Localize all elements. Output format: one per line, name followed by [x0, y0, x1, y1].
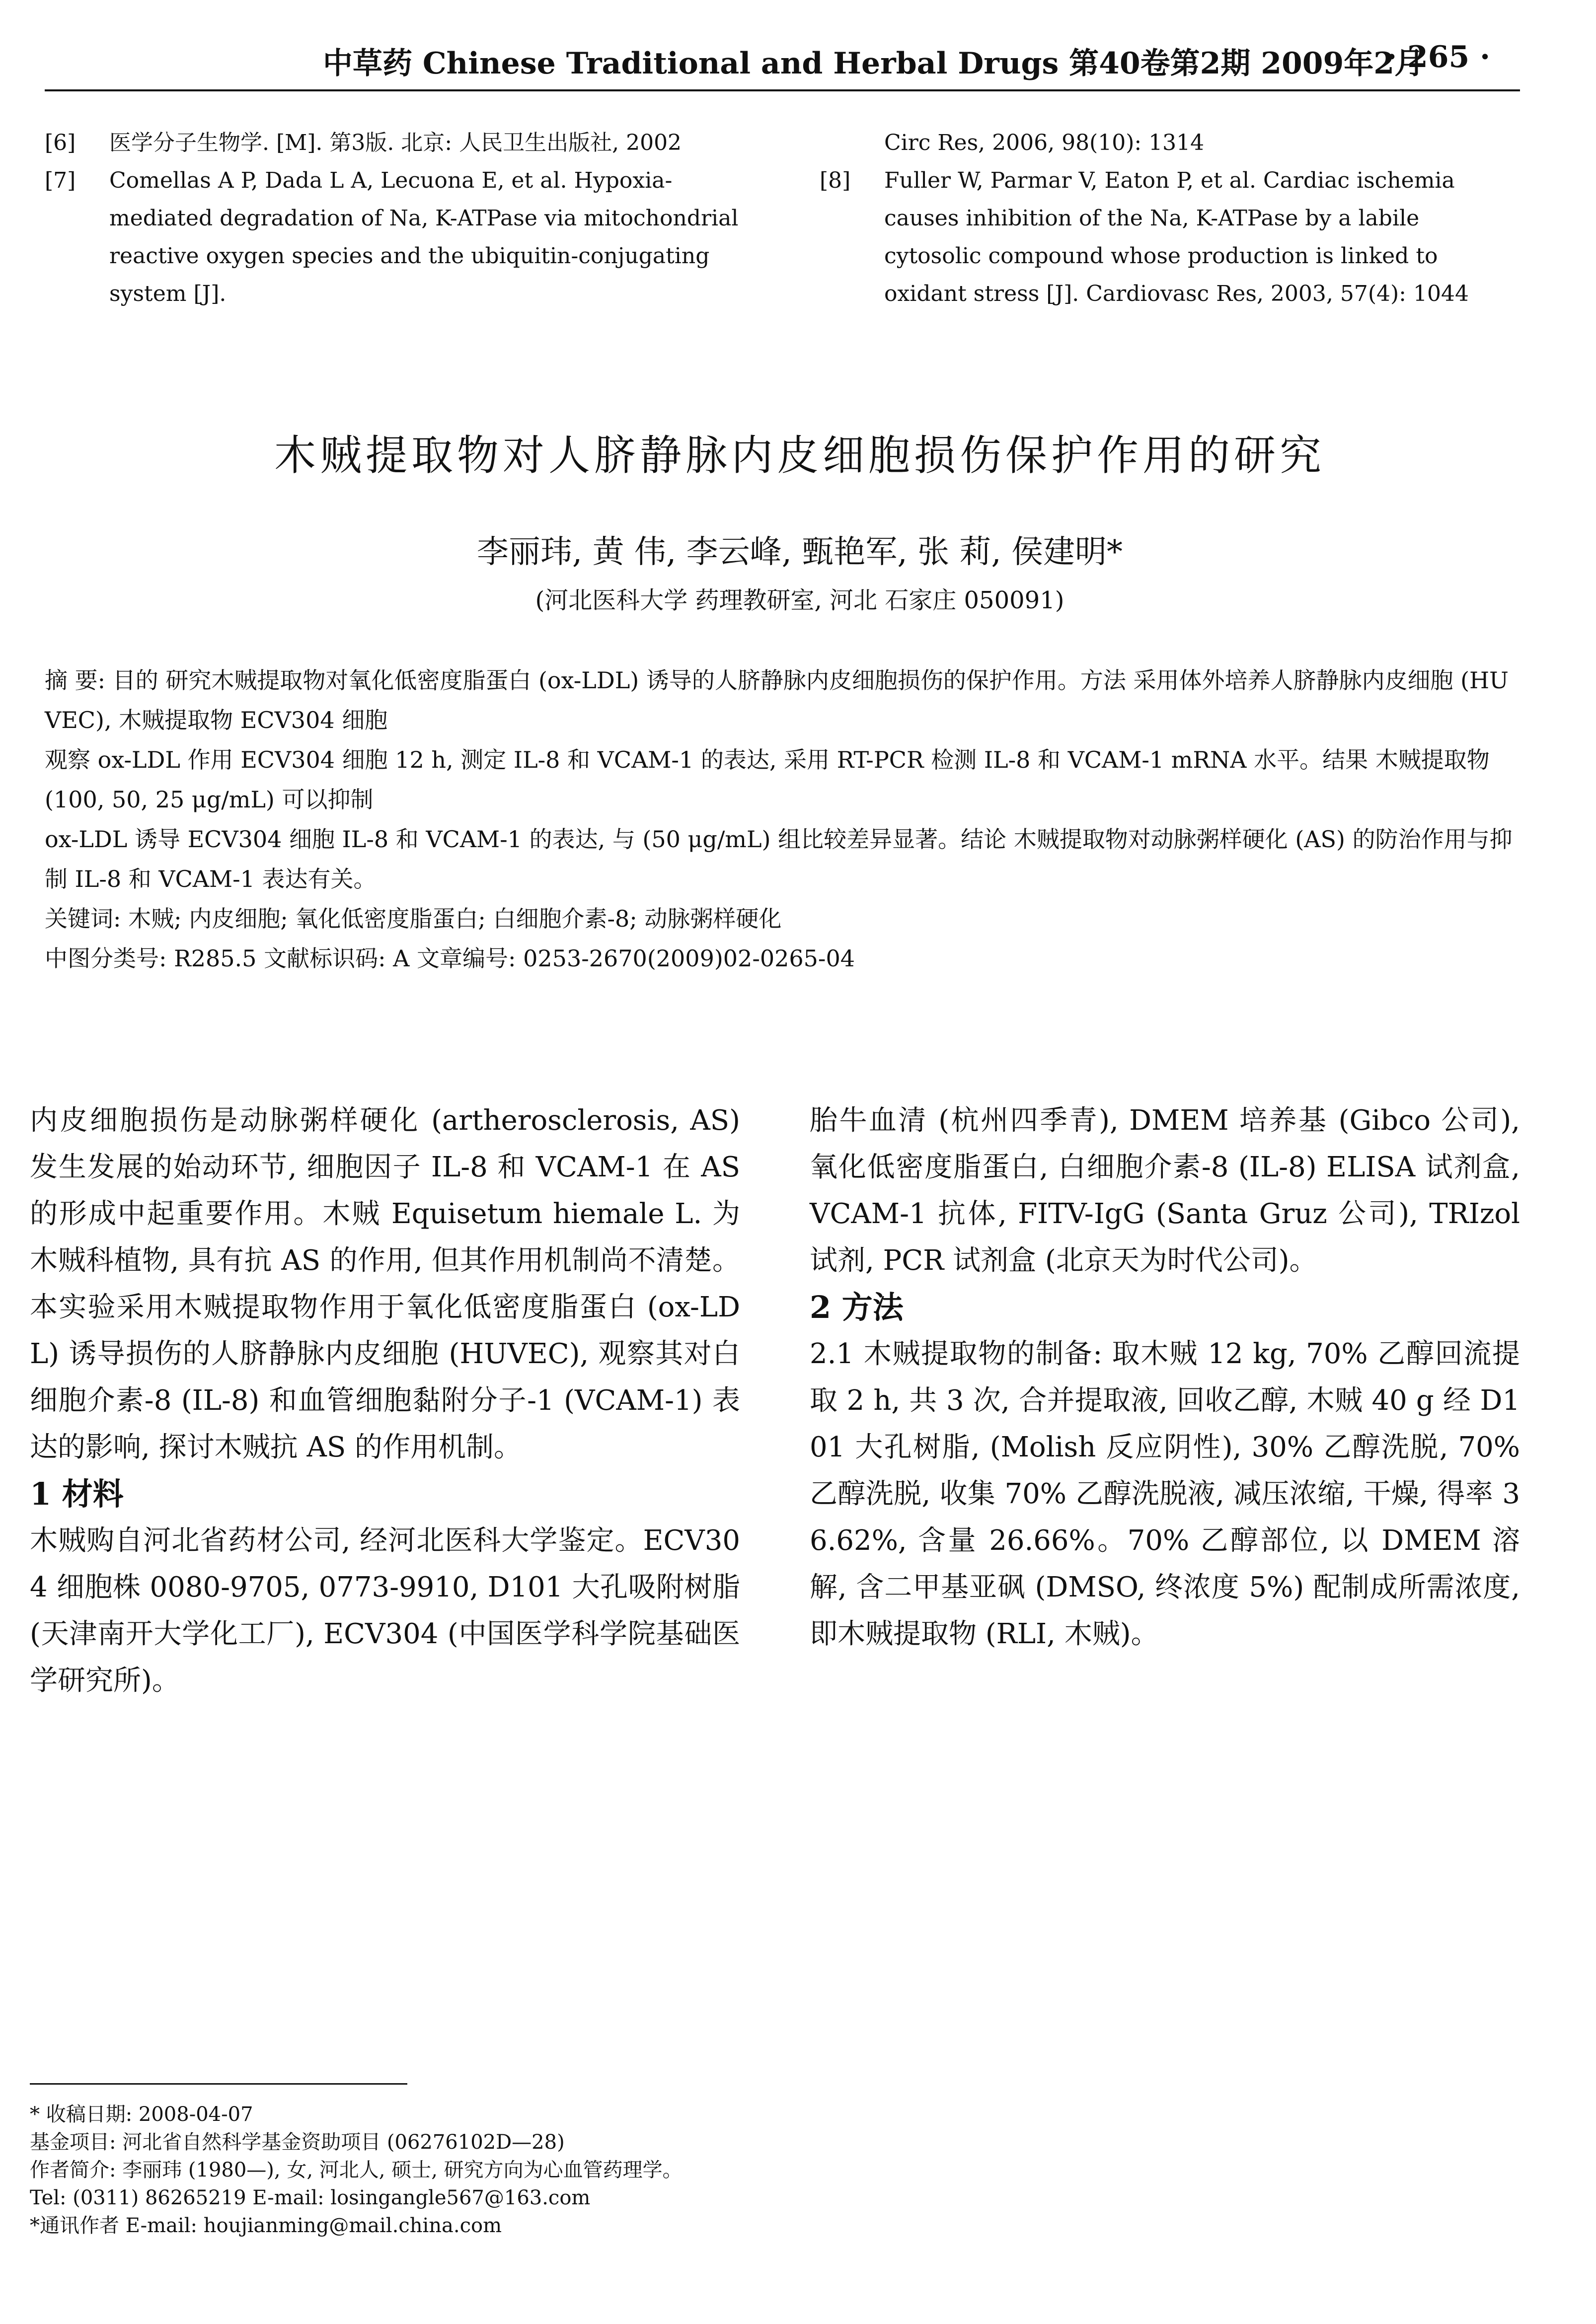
reference-item	[45, 162, 755, 313]
classification-line: 中图分类号: R285.5 文献标识码: A 文章编号: 0253-2670(2009)02-0265-04	[45, 945, 855, 972]
article-title: 木贼提取物对人脐静脉内皮细胞损伤保护作用的研究	[274, 431, 1325, 480]
reference-text: Comellas A P, Dada L A, Lecuona E, et al. Hypoxia-mediated degradation of Na, K-ATPase via mitochondrial reactive oxygen species and the ubiquitin-conjugating system [J].	[109, 168, 739, 306]
body-column-right	[810, 1097, 1520, 1658]
abstract-line: 观察 ox-LDL 作用 ECV304 细胞 12 h, 测定 IL-8 和 VCAM-1 的表达, 采用 RT-PCR 检测 IL-8 和 VCAM-1 mRNA 水平。结果 木贼提取物 (100, 50, 25 μg/mL) 可以抑制	[45, 746, 1490, 813]
page-header	[45, 40, 1520, 89]
footnote-rule	[30, 2083, 407, 2085]
section-heading: 1 材料	[30, 1476, 124, 1512]
footnote-line: 基金项目: 河北省自然科学基金资助项目 (06276102D—28)	[30, 2131, 565, 2154]
reference-text: Fuller W, Parmar V, Eaton P, et al. Cardiac ischemia causes inhibition of the Na, K-ATPase by a labile cytosolic compound whose production is linked to oxidant stress [J]. Cardiovasc Res, 2003, 57(4): 1044	[884, 168, 1469, 306]
reference-item	[45, 124, 755, 162]
reference-item	[820, 162, 1520, 313]
reference-number: [8]	[820, 168, 851, 193]
journal-line: 中草药 Chinese Traditional and Herbal Drugs 第40卷第2期 2009年2月	[323, 46, 1425, 81]
footnote-line: *通讯作者 E-mail: houjianming@mail.china.com	[30, 2214, 502, 2237]
references-right	[820, 124, 1520, 313]
header-rule	[45, 89, 1520, 91]
body-column-left	[30, 1097, 740, 1704]
reference-text: Circ Res, 2006, 98(10): 1314	[884, 130, 1205, 155]
article-affiliation: (河北医科大学 药理教研室, 河北 石家庄 050091)	[535, 586, 1064, 614]
footnote-line: Tel: (0311) 86265219 E-mail: losingangle567@163.com	[30, 2186, 591, 2209]
keywords-line: 关键词: 木贼; 内皮细胞; 氧化低密度脂蛋白; 白细胞介素-8; 动脉粥样硬化	[45, 905, 782, 932]
reference-number: [7]	[45, 168, 76, 193]
page-number: · 265 ·	[1386, 40, 1490, 74]
abstract-line: 摘 要: 目的 研究木贼提取物对氧化低密度脂蛋白 (ox-LDL) 诱导的人脐静脉内皮细胞损伤的保护作用。方法 采用体外培养人脐静脉内皮细胞 (HUVEC), 木贼提取物 ECV304 细胞	[45, 667, 1509, 733]
body-paragraph: 2.1 木贼提取物的制备: 取木贼 12 kg, 70% 乙醇回流提取 2 h, 共 3 次, 合并提取液, 回收乙醇, 木贼 40 g 经 D101 大孔树脂, (Molish 反应阴性), 30% 乙醇洗脱, 70% 乙醇洗脱, 收集 70% 乙醇洗脱液, 减压浓缩, 干燥, 得率 36.62%, 含量 26.66%。70% 乙醇部位, 以 DMEM 溶解, 含二甲基亚砜 (DMSO, 终浓度 5%) 配制成所需浓度, 即木贼提取物 (RLI, 木贼)。	[810, 1338, 1520, 1650]
body-paragraph: 内皮细胞损伤是动脉粥样硬化 (artherosclerosis, AS) 发生发展的始动环节, 细胞因子 IL-8 和 VCAM-1 在 AS 的形成中起重要作用。木贼 Equisetum hiemale L. 为木贼科植物, 具有抗 AS 的作用, 但其作用机制尚不清楚。本实验采用木贼提取物作用于氧化低密度脂蛋白 (ox-LDL) 诱导损伤的人脐静脉内皮细胞 (HUVEC), 观察其对白细胞介素-8 (IL-8) 和血管细胞黏附分子-1 (VCAM-1) 表达的影响, 探讨木贼抗 AS 的作用机制。	[30, 1104, 740, 1463]
body-paragraph: 木贼购自河北省药材公司, 经河北医科大学鉴定。ECV304 细胞株 0080-9705, 0773-9910, D101 大孔吸附树脂 (天津南开大学化工厂), ECV304 (中国医学科学院基础医学研究所)。	[30, 1525, 740, 1697]
footnote-line: * 收稿日期: 2008-04-07	[30, 2103, 253, 2126]
reference-item	[820, 124, 1520, 162]
section-heading: 2 方法	[810, 1289, 904, 1325]
reference-number: [6]	[45, 130, 76, 155]
body-paragraph: 胎牛血清 (杭州四季青), DMEM 培养基 (Gibco 公司), 氧化低密度脂蛋白, 白细胞介素-8 (IL-8) ELISA 试剂盒, VCAM-1 抗体, FITV-IgG (Santa Gruz 公司), TRIzol 试剂, PCR 试剂盒 (北京天为时代公司)。	[810, 1104, 1520, 1277]
article-authors: 李丽玮, 黄 伟, 李云峰, 甄艳军, 张 莉, 侯建明*	[476, 534, 1123, 571]
abstract	[45, 660, 1515, 978]
footnotes	[30, 2101, 1520, 2240]
abstract-line: ox-LDL 诱导 ECV304 细胞 IL-8 和 VCAM-1 的表达, 与 (50 μg/mL) 组比较差异显著。结论 木贼提取物对动脉粥样硬化 (AS) 的防治作用与抑制 IL-8 和 VCAM-1 表达有关。	[45, 826, 1513, 892]
footnote-line: 作者简介: 李丽玮 (1980—), 女, 河北人, 硕士, 研究方向为心血管药理学。	[30, 2159, 683, 2181]
references-left	[45, 124, 755, 313]
reference-text: 医学分子生物学. [M]. 第3版. 北京: 人民卫生出版社, 2002	[109, 130, 682, 155]
